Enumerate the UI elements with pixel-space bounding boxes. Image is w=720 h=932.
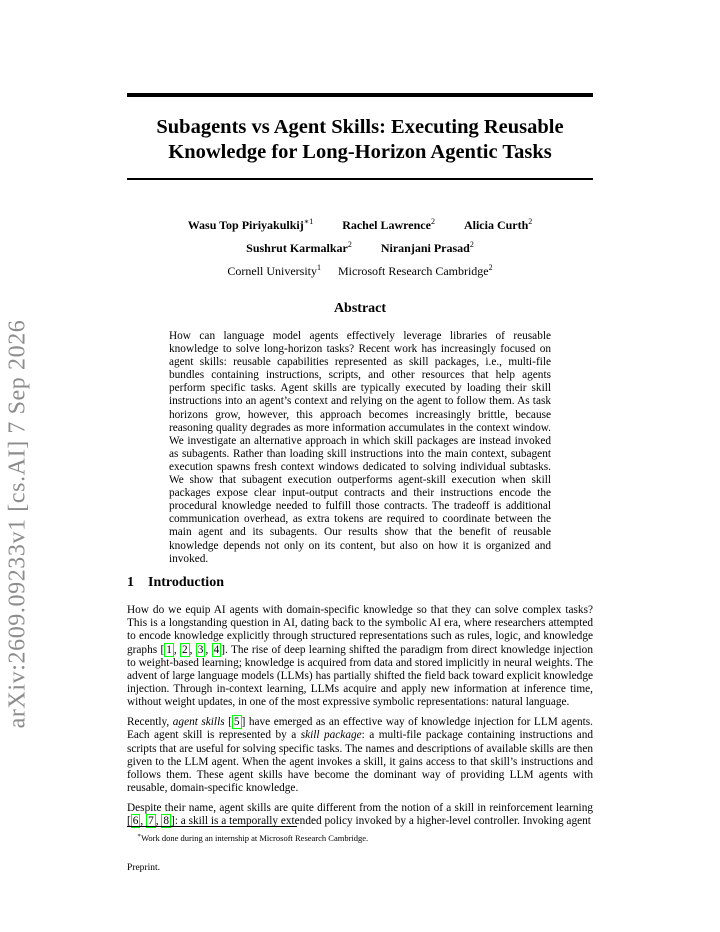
citation-link[interactable]: 4: [213, 643, 220, 656]
preprint-label: Preprint.: [127, 863, 160, 873]
abstract-heading: Abstract: [333, 301, 387, 316]
section-number: 1: [127, 575, 134, 590]
paragraph: Despite their name, agent skills are quite different from the notion of a skill in reinforcement learning [ 6 , 7 , 8 ]: a skill is a temporally extended policy invoked by a higher-level controller. Invoking agent: [127, 801, 593, 828]
author: Rachel Lawrence$^2$: [342, 217, 435, 232]
title-bottom-rule: [127, 178, 593, 180]
title-top-rule: [127, 93, 593, 97]
citation-link[interactable]: 7: [148, 815, 154, 828]
paper-title: [127, 115, 593, 165]
title-line: Subagents vs Agent Skills: Executing Reusable: [156, 116, 564, 138]
author: Alicia Curth$^2$: [463, 217, 533, 232]
citation-link[interactable]: 1: [166, 643, 172, 656]
affiliation-row: [127, 258, 593, 281]
citation-link[interactable]: 8: [163, 815, 170, 828]
abstract-text: How can language model agents effectively leverage libraries of reusable knowledge to solve long-horizon tasks? Recent work has increasingly focused on agent skills: reusable capabilities represented as skill packages, i.e., multi-file bundles containing instructions, scripts, and other resources that help agents perform specific tasks. Agent skills are typically executed by loading their skill instructions into an agent’s context and relying on the agent to follow them. As task horizons grow, however, this approach becomes increasingly brittle, because reasoning quality degrades as more information accumulates in the context window. We investigate an alternative approach in which skill packages are instead invoked as subagents. Rather than loading skill instructions into the main context, subagent execution spawns fresh context windows dedicated to solving individual subtasks. We show that subagent execution outperforms agent-skill execution when skill packages expose clear input-output contracts and their instructions encode the procedural knowledge needed to fulfill those contracts. The tradeoff is additional communication overhead, as extra tokens are required to coordinate between the main agent and its subagents. Our results show that the benefit of reusable knowledge depends not only on its content, but also on how it is organized and invoked.: [169, 330, 551, 565]
section-title: Introduction: [148, 575, 224, 590]
affiliation: Microsoft Research Cambridge$^2$: [338, 263, 493, 278]
section-heading: [127, 575, 224, 591]
citation-link[interactable]: 2: [182, 643, 188, 656]
author: Niranjani Prasad$^2$: [380, 240, 474, 255]
footnote-rule: [127, 826, 297, 827]
author: Wasu Top Piriyakulkij$^{∗1}$: [187, 217, 314, 232]
citation-link[interactable]: 6: [132, 815, 139, 828]
author-row: [127, 212, 593, 235]
paragraph: How do we equip AI agents with domain-specific knowledge so that they can solve complex tasks? This is a longstanding question in AI, dating back to the symbolic AI era, where researchers attempted to encode knowledge explicitly through structured representations such as rules, logic, and knowledge graphs [ 1 , 2 , 3 , 4 ]. The rise of deep learning shifted the paradigm from direct knowledge injection to weight-based learning; knowledge is acquired from data and stored implicitly in neural weights. The advent of large language models (LLMs) has partially shifted the field back toward explicit knowledge injection. Through in-context learning, LLMs acquire and apply new information at inference time, without weight updates, in one of the most expressive symbolic representations: natural language.: [127, 604, 593, 709]
author-block: [127, 212, 593, 281]
title-line: Knowledge for Long-Horizon Agentic Tasks: [168, 141, 552, 163]
author-row: [127, 235, 593, 258]
paragraph: Recently, agent skills [ 5 ] have emerged as an effective way of knowledge injection for LLM agents. Each agent skill is represented by a skill package: a multi-file package containing instructions and scripts that are useful for solving specific tasks. The names and descriptions of available skills are then given to the LLM agent. When the agent invokes a skill, it gains access to that skill’s instructions and follows them. These agent skills have become the dominant way of providing LLM agents with reusable, domain-specific knowledge.: [127, 716, 593, 795]
citation-link[interactable]: 5: [233, 716, 240, 729]
body-text: [127, 604, 593, 835]
author: Sushrut Karmalkar$^2$: [246, 240, 352, 255]
citation-link[interactable]: 3: [197, 643, 204, 656]
affiliation: Cornell University$^1$: [227, 263, 322, 278]
footnote: ∗Work done during an internship at Microsoft Research Cambridge.: [137, 832, 369, 843]
arxiv-identifier: arXiv:2609.09233v1 [cs.AI] 7 Sep 2026: [4, 319, 31, 729]
